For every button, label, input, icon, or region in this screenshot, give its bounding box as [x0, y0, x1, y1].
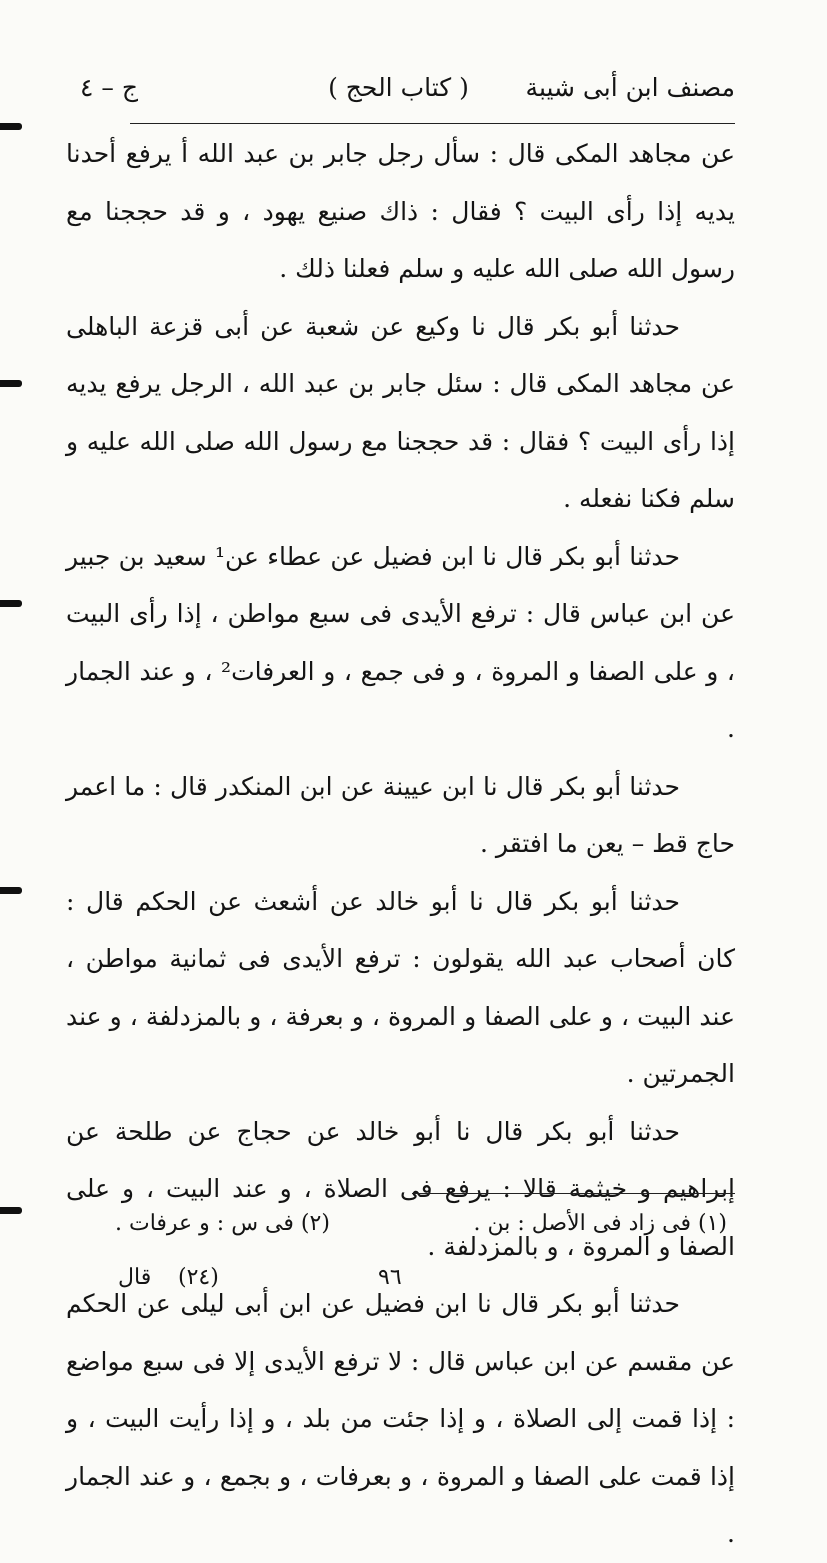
paragraph: حدثنا أبو بكر قال نا أبو خالد عن حجاج عن طلحة عن إبراهيم و خيثمة قالا : يرفع فى الصلاة ، و عند البيت ، و على الصفا و المروة ، و بالمزدلفة .	[66, 1116, 735, 1261]
paragraph: عن مجاهد المكى قال : سأل رجل جابر بن عبد الله أ يرفع أحدنا يديه إذا رأى البيت ؟ فقال : ذاك صنيع يهود ، و قد حججنا مع رسول الله صلى الله عليه و سلم فعلنا ذلك .	[66, 139, 735, 283]
header-rule	[130, 123, 735, 124]
margin-mark	[0, 600, 22, 607]
page-number: ٩٦	[378, 1265, 402, 1290]
paragraph: حدثنا أبو بكر قال نا أبو خالد عن أشعث عن الحكم قال : كان أصحاب عبد الله يقولون : ترفع الأيدى فى ثمانية مواطن ، عند البيت ، و على الصفا و المروة ، و بعرفة ، و بالمزدلفة ، و عند الجمرتين .	[66, 886, 735, 1088]
book-title: مصنف ابن أبى شيبة	[525, 73, 735, 102]
paragraph: حدثنا أبو بكر قال نا ابن عيينة عن ابن المنكدر قال : ما اعمر حاج قط – يعن ما افتقر .	[66, 771, 735, 858]
paragraph: حدثنا أبو بكر قال نا ابن فضيل عن عطاء عن¹ سعيد بن جبير عن ابن عباس قال : ترفع الأيدى فى سبع مواطن ، إذا رأى البيت ، و على الصفا و المروة ، و فى جمع ، و العرفات² ، و عند الجمار .	[66, 541, 736, 743]
footnote-rule	[412, 1193, 735, 1194]
catchword: قال	[118, 1265, 152, 1290]
footnote-2: (٢) فى س : و عرفات .	[115, 1211, 330, 1236]
main-text	[66, 125, 735, 1563]
margin-mark	[0, 887, 22, 894]
signature-mark: (٢٤)	[178, 1265, 219, 1290]
running-header	[62, 68, 735, 108]
volume-label: ج – ٤	[80, 73, 138, 102]
paragraph: حدثنا أبو بكر قال نا وكيع عن شعبة عن أبى قزعة الباهلى عن مجاهد المكى قال : سئل جابر بن عبد الله ، الرجل يرفع يديه إذا رأى البيت ؟ فقال : قد حججنا مع رسول الله صلى الله عليه و سلم فكنا نفعله .	[66, 311, 735, 513]
footnote-1: (١) فى زاد فى الأصل : بن .	[473, 1211, 727, 1236]
margin-mark	[0, 1207, 22, 1214]
margin-mark	[0, 380, 22, 387]
chapter-title: ( كتاب الحج )	[328, 73, 469, 102]
margin-mark	[0, 123, 22, 130]
paragraph: حدثنا أبو بكر قال نا ابن فضيل عن ابن أبى ليلى عن الحكم عن مقسم عن ابن عباس قال : لا ترفع الأيدى إلا فى سبع مواضع : إذا قمت إلى الصلاة ، و إذا جئت من بلد ، و إذا رأيت البيت ، و إذا قمت على الصفا و المروة ، و بعرفات ، و بجمع ، و عند الجمار .	[66, 1289, 735, 1548]
